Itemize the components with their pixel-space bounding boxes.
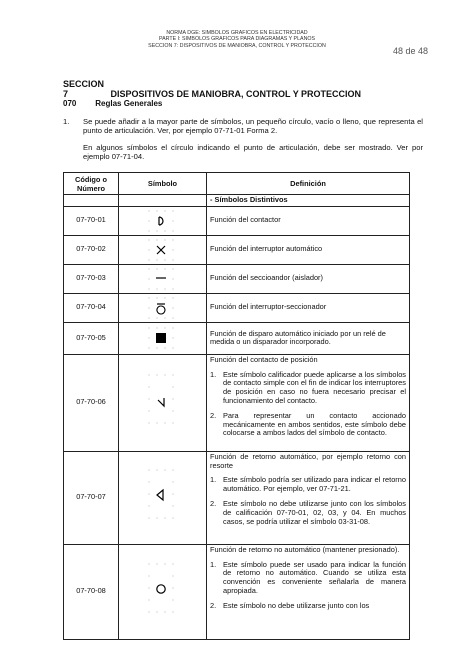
rule-paragraph-note (63, 143, 423, 162)
row-symbol (119, 264, 207, 293)
row-code: 07-70-06 (64, 354, 119, 451)
note-number: 1. (210, 559, 217, 569)
row-code: 07-70-03 (64, 264, 119, 293)
subsection-name: Reglas Generales (95, 99, 163, 108)
row-code: 07-70-02 (64, 235, 119, 264)
note-number: 1. (210, 369, 217, 379)
note-text: Para representar un contacto accionado mecánicamente en ambos sentidos, este símbolo debe colocarse a ambos lados del símbolo de contacto. (223, 410, 406, 438)
table-row (64, 264, 410, 293)
definition-lead: Función del contacto de posición (210, 354, 318, 364)
row-definition: Función del contactor (207, 206, 410, 235)
rule-note-text: En algunos símbolos el círculo indicando el punto de articulación, debe ser mostrado. Ver por ejemplo 07-71-04. (83, 143, 423, 162)
rule-index: 1. (63, 117, 70, 126)
definition-note (210, 561, 406, 596)
header-symbol: Símbolo (119, 173, 207, 195)
note-number: 2. (210, 410, 217, 420)
table-subheading-row (64, 195, 410, 207)
row-symbol (119, 544, 207, 639)
row-symbol (119, 206, 207, 235)
switch-disconnector-function-icon (145, 295, 181, 321)
circuit-breaker-function-icon (145, 237, 181, 263)
table-header-row (64, 173, 410, 195)
page-number: 48 de 48 (392, 46, 428, 56)
header-code: Código o Número (64, 173, 119, 195)
row-symbol (119, 451, 207, 544)
definition-note (210, 476, 406, 494)
row-symbol (119, 235, 207, 264)
row-definition: Función del interruptor automático (207, 235, 410, 264)
subheading-blank-code (64, 195, 119, 207)
header-line-2: PARTE I: SIMBOLOS GRAFICOS PARA DIAGRAMAS Y PLANOS (158, 36, 316, 43)
header-line-1: NORMA DGE: SIMBOLOS GRAFICOS EN ELECTRICIDAD (166, 30, 308, 36)
note-text: Este símbolo no debe utilizarse junto con los (223, 600, 370, 610)
section-number: SECCION 7 (63, 79, 105, 99)
note-text: Este símbolo calificador puede aplicarse a los símbolos de contacto simple con el fin de indicar los interruptores de posición en caso no fuera necesario precisar el funcionamiento del contacto. (223, 369, 406, 405)
table-row (64, 206, 410, 235)
table-row (64, 354, 410, 451)
row-definition (207, 544, 410, 639)
section-title (63, 79, 361, 99)
row-code: 07-70-01 (64, 206, 119, 235)
row-code: 07-70-08 (64, 544, 119, 639)
definition-lead: Función de retorno no automático (mantener presionado). (210, 544, 400, 554)
note-number: 2. (210, 600, 217, 610)
row-definition: Función del seccioandor (aislador) (207, 264, 410, 293)
note-text: Este símbolo podría ser utilizado para indicar el retorno automático. Por ejemplo, ver 07-71-21. (223, 475, 406, 494)
header-definition: Definición (207, 173, 410, 195)
table-row (64, 235, 410, 264)
row-code: 07-70-05 (64, 322, 119, 354)
row-code: 07-70-07 (64, 451, 119, 544)
row-definition: Función de disparo automático iniciado por un relé de medida o un disparador incorporado. (207, 322, 410, 354)
table-row (64, 451, 410, 544)
subheading-blank-symbol (119, 195, 207, 207)
header-line-3: SECCION 7: DISPOSITIVOS DE MANIOBRA, CONTROL Y PROTECCION (148, 42, 326, 49)
definition-lead: Función de retorno automático, por ejemplo retorno con resorte (210, 451, 406, 470)
row-symbol (119, 322, 207, 354)
row-definition (207, 354, 410, 451)
automatic-return-icon (145, 466, 181, 526)
definition-note (210, 500, 406, 526)
note-text: Este símbolo puede ser usado para indicar la función de retorno no automático. Cuando se utiliza esta convención es conveniente señalarla de manera apropiada. (223, 559, 406, 595)
non-automatic-return-icon (145, 560, 181, 620)
disconnector-function-icon (145, 266, 181, 292)
definition-note (210, 412, 406, 438)
contactor-function-icon (145, 208, 181, 234)
table-row (64, 322, 410, 354)
row-symbol (119, 293, 207, 322)
note-number: 1. (210, 475, 217, 485)
note-text: Este símbolo no debe utilizarse junto con los símbolos de calificación 07-70-01, 02, 03, y 04. En muchos casos, se podría utilizar el símbolo 03-31-08. (223, 498, 406, 526)
subsection-number: 070 (63, 99, 77, 108)
row-code: 07-70-04 (64, 293, 119, 322)
subheading-text: - Símbolos Distintivos (207, 195, 410, 207)
rule-text: Se puede añadir a la mayor parte de símbolos, un pequeño círculo, vacío o lleno, que representa el punto de articulación. Ver, por ejemplo 07-71-01 Forma 2. (83, 117, 423, 136)
table-row (64, 544, 410, 639)
row-definition: Función del interruptor-seccionador (207, 293, 410, 322)
section-name: DISPOSITIVOS DE MANIOBRA, CONTROL Y PROTECCION (110, 89, 362, 99)
row-definition (207, 451, 410, 544)
rule-paragraph-1 (63, 117, 423, 136)
position-switch-function-icon (145, 371, 181, 431)
symbols-table (63, 172, 410, 640)
definition-note (210, 371, 406, 406)
table-row (64, 293, 410, 322)
row-symbol (119, 354, 207, 451)
note-number: 2. (210, 498, 217, 508)
subsection-title (63, 99, 162, 108)
automatic-release-icon (145, 325, 181, 351)
definition-note (210, 602, 406, 611)
